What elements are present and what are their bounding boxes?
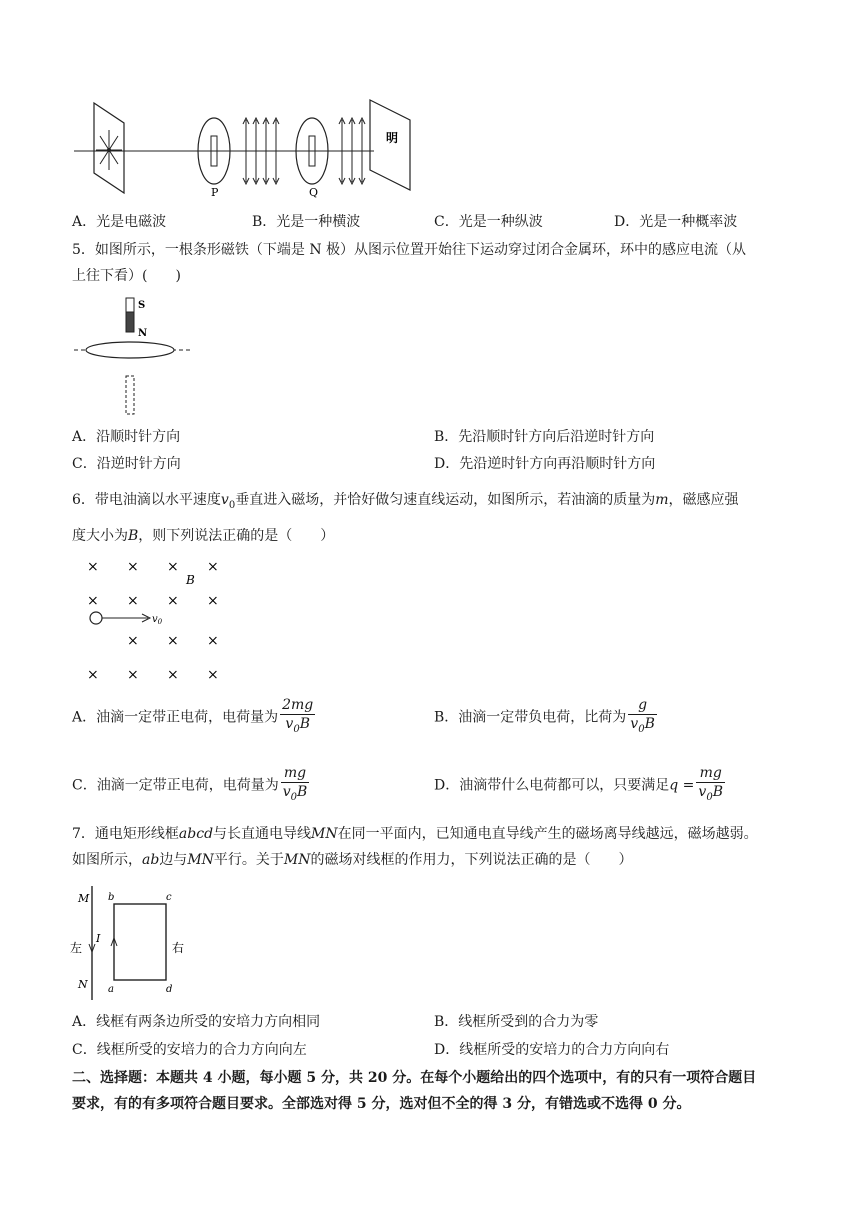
label-c: c: [166, 892, 172, 903]
q4-option-d[interactable]: [614, 212, 737, 232]
q5-option-a-text: A．沿顺时针方向: [72, 429, 181, 445]
q4-option-c-text: C．光是一种纵波: [434, 214, 543, 230]
q7-symbol-mn: MN: [187, 852, 214, 868]
magnetic-field-figure: [78, 548, 238, 688]
q7-symbol-ab: ab: [142, 852, 160, 868]
q6-option-d[interactable]: [434, 764, 727, 807]
q4-option-a-text: A．光是电磁波: [72, 214, 167, 230]
q6-stem-line2: [72, 526, 334, 546]
q5-option-d-text: D．先沿逆时针方向再沿顺时针方向: [434, 456, 656, 472]
q5-stem-line1: 5．如图所示，一根条形磁铁（下端是 N 极）从图示位置开始往下运动穿过闭合金属环，环中的感应电流（从: [72, 242, 747, 258]
label-s: S: [138, 300, 146, 311]
q5-option-c-text: C．沿逆时针方向: [72, 456, 181, 472]
q6-option-c[interactable]: [72, 764, 311, 807]
field-cross-mark: ×: [127, 593, 139, 609]
field-cross-mark: ×: [127, 559, 139, 575]
q6-option-a[interactable]: [72, 696, 317, 739]
fraction-denominator: $v_0B$: [282, 784, 308, 803]
polarization-figure: [74, 98, 414, 198]
bar-magnet: [126, 298, 147, 339]
field-cross-mark: ×: [167, 559, 179, 575]
label-n: N: [138, 328, 148, 339]
fraction-denominator: $v_0B$: [698, 784, 723, 803]
wire-loop-figure: [66, 882, 206, 1006]
label-b: B: [186, 573, 195, 587]
q7-stem-text: 7．通电矩形线框: [72, 826, 179, 842]
q7-option-d[interactable]: [434, 1040, 669, 1060]
q6-stem-text: ，则下列说法正确的是（ ）: [138, 528, 335, 544]
q7-option-a[interactable]: [72, 1012, 320, 1032]
field-cross-mark: ×: [87, 667, 99, 683]
rectangular-loop: [114, 904, 166, 980]
q4-option-b-text: B．光是一种横波: [252, 214, 361, 230]
oil-droplet: [90, 612, 102, 624]
fraction-denominator: $v_0B$: [285, 716, 310, 735]
q5-option-c[interactable]: [72, 454, 181, 474]
fraction-numerator: 2mg: [282, 697, 314, 713]
field-cross-mark: ×: [87, 559, 99, 575]
magnet-ring-figure: [74, 294, 204, 418]
label-m: M: [78, 892, 90, 905]
fraction-numerator: g: [628, 696, 657, 715]
q6-option-a-text: A．油滴一定带正电荷，电荷量为: [72, 709, 279, 726]
q6-option-d-text: D．油滴带什么电荷都可以，只要满足: [434, 777, 670, 794]
q6-stem-line1: [72, 490, 739, 516]
q6-stem-text: 垂直进入磁场，并恰好做匀速直线运动，如图所示，若油滴的质量为: [235, 492, 656, 508]
q6-stem-text: 6．带电油滴以水平速度: [72, 492, 221, 508]
q7-stem-text: 与长直通电导线: [213, 826, 312, 842]
q4-option-a[interactable]: [72, 212, 166, 232]
q5-option-a[interactable]: [72, 427, 180, 447]
label-p: P: [211, 186, 219, 198]
q6-symbol-v: v: [220, 492, 229, 508]
q7-stem-text: 边与: [159, 852, 188, 868]
q6-symbol-m: m: [655, 492, 669, 508]
fraction-mg-v0b: [281, 764, 310, 807]
fraction-denominator: $v_0B$: [630, 716, 655, 735]
field-cross-mark: ×: [207, 593, 219, 609]
fraction-g-v0b: [628, 696, 657, 739]
label-n: N: [78, 978, 88, 991]
q7-symbol-mn: MN: [311, 826, 338, 842]
fraction-2mg-v0b: [280, 696, 315, 739]
fraction-mg-v0b: [696, 764, 725, 807]
q7-stem-line1: [72, 824, 758, 844]
q6-stem-text: ，磁感应强: [668, 492, 739, 508]
q6-stem-text: 度大小为: [72, 528, 128, 544]
metal-ring: [86, 342, 174, 358]
q7-symbol-mn: MN: [283, 852, 311, 868]
section-2-heading-line1: 二、选择题：本题共 4 小题，每小题 5 分，共 20 分。在每个小题给出的四个选项中，有的只有一项符合题目: [72, 1070, 757, 1086]
field-cross-mark: ×: [207, 559, 219, 575]
label-d: d: [166, 984, 173, 995]
label-a: a: [108, 984, 114, 995]
q7-option-c[interactable]: [72, 1040, 307, 1060]
q7-option-c-text: C．线框所受的安培力的合力方向向左: [72, 1042, 307, 1058]
q6-option-b-text: B．油滴一定带负电荷，比荷为: [434, 709, 627, 726]
field-cross-mark: ×: [167, 633, 179, 649]
q4-option-c[interactable]: [434, 212, 543, 232]
q5-option-d[interactable]: [434, 454, 655, 474]
field-cross-mark: ×: [167, 667, 179, 683]
q7-option-b[interactable]: [434, 1012, 598, 1032]
field-cross-mark: ×: [167, 593, 179, 609]
field-cross-mark: ×: [127, 667, 139, 683]
q7-option-d-text: D．线框所受的安培力的合力方向向右: [434, 1042, 670, 1058]
q7-stem-text: 在同一平面内，已知通电直导线产生的磁场离导线越远，磁场越弱。: [337, 826, 758, 842]
light-source-plate: [94, 103, 124, 193]
magnet-final-position: [126, 376, 134, 414]
q5-option-b[interactable]: [434, 427, 654, 447]
label-right: 右: [172, 941, 185, 955]
q6-symbol-v-sub: 0: [228, 499, 236, 511]
q6-option-c-text: C．油滴一定带正电荷，电荷量为: [72, 777, 279, 794]
field-cross-mark: ×: [87, 593, 99, 609]
label-b: b: [108, 892, 115, 903]
fraction-numerator: mg: [696, 764, 725, 783]
label-screen: 明: [386, 131, 399, 145]
q7-option-a-text: A．线框有两条边所受的安培力方向相同: [72, 1014, 321, 1030]
q7-stem-text: 平行。关于: [213, 852, 284, 868]
field-cross-mark: ×: [127, 633, 139, 649]
q6-option-b[interactable]: [434, 696, 659, 739]
label-q: Q: [309, 186, 319, 198]
q5-stem-line2: 上往下看）( ): [72, 268, 181, 284]
q7-stem-line2: [72, 850, 633, 870]
q7-option-b-text: B．线框所受到的合力为零: [434, 1014, 599, 1030]
section-2-heading-line2: 要求，有的有多项符合题目要求。全部选对得 5 分，选对但不全的得 3 分，有错选或不选得 0 分。: [72, 1096, 691, 1112]
field-cross-mark: ×: [207, 667, 219, 683]
polarizer-q: [296, 118, 328, 198]
q7-symbol-abcd: abcd: [178, 826, 214, 842]
fraction-numerator: mg: [281, 764, 310, 783]
q6-symbol-b: B: [128, 528, 139, 544]
label-left: 左: [70, 941, 83, 955]
label-i: I: [96, 932, 101, 945]
q4-option-d-text: D．光是一种概率波: [614, 214, 738, 230]
field-cross-mark: ×: [207, 633, 219, 649]
screen: [370, 100, 410, 190]
label-v0: $v_0$: [152, 614, 163, 626]
q7-stem-text: 的磁场对线框的作用力，下列说法正确的是（ ）: [310, 852, 633, 868]
q5-option-b-text: B．先沿顺时针方向后沿逆时针方向: [434, 429, 655, 445]
q4-option-b[interactable]: [252, 212, 360, 232]
polarizer-p: [198, 118, 230, 198]
q7-stem-text: 如图所示，: [72, 852, 142, 868]
q6-symbol-q: q =: [669, 777, 695, 794]
